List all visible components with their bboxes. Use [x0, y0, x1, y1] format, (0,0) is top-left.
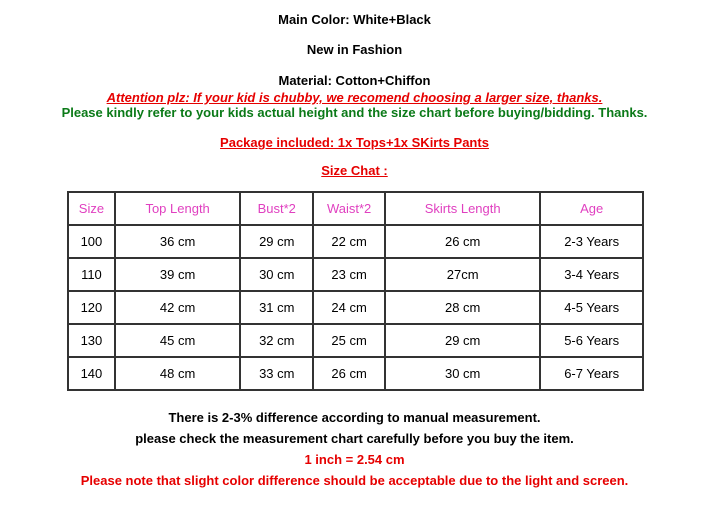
- header-age: Age: [540, 192, 643, 225]
- age-cell: 6-7 Years: [540, 357, 643, 390]
- skirts-length-cell: 27cm: [385, 258, 540, 291]
- attention-note: Attention plz: If your kid is chubby, we recomend choosing a larger size, thanks.: [106, 90, 603, 105]
- top-length-cell: 48 cm: [115, 357, 241, 390]
- header-bust: Bust*2: [240, 192, 313, 225]
- waist-cell: 26 cm: [313, 357, 385, 390]
- skirts-length-cell: 28 cm: [385, 291, 540, 324]
- bust-cell: 32 cm: [240, 324, 313, 357]
- waist-cell: 24 cm: [313, 291, 385, 324]
- age-cell: 4-5 Years: [540, 291, 643, 324]
- bust-cell: 33 cm: [240, 357, 313, 390]
- material-line: Material: Cotton+Chiffon: [278, 73, 431, 88]
- table-row: [68, 357, 643, 390]
- age-cell: 3-4 Years: [540, 258, 643, 291]
- top-length-cell: 36 cm: [115, 225, 241, 258]
- bust-cell: 29 cm: [240, 225, 313, 258]
- size-cell: 100: [68, 225, 115, 258]
- top-length-cell: 39 cm: [115, 258, 241, 291]
- table-row: [68, 225, 643, 258]
- inch-conversion-note: 1 inch = 2.54 cm: [304, 452, 405, 467]
- waist-cell: 25 cm: [313, 324, 385, 357]
- table-row: [68, 324, 643, 357]
- table-header-row: [68, 192, 643, 225]
- size-cell: 130: [68, 324, 115, 357]
- header-size: Size: [68, 192, 115, 225]
- skirts-length-cell: 30 cm: [385, 357, 540, 390]
- size-cell: 140: [68, 357, 115, 390]
- table-row: [68, 258, 643, 291]
- bust-cell: 30 cm: [240, 258, 313, 291]
- age-cell: 5-6 Years: [540, 324, 643, 357]
- package-included-line: Package included: 1x Tops+1x SKirts Pants: [220, 135, 489, 150]
- header-top-length: Top Length: [115, 192, 241, 225]
- waist-cell: 23 cm: [313, 258, 385, 291]
- size-cell: 110: [68, 258, 115, 291]
- size-chat-title: Size Chat :: [321, 163, 388, 178]
- waist-cell: 22 cm: [313, 225, 385, 258]
- header-skirts-length: Skirts Length: [385, 192, 540, 225]
- main-color-line: Main Color: White+Black: [278, 12, 431, 27]
- measurement-difference-note: There is 2-3% difference according to manual measurement.: [168, 410, 541, 425]
- refer-size-note: Please kindly refer to your kids actual height and the size chart before buying/bidding. Thanks.: [61, 105, 648, 120]
- top-length-cell: 45 cm: [115, 324, 241, 357]
- table-row: [68, 291, 643, 324]
- size-chart-table: [67, 191, 644, 391]
- bust-cell: 31 cm: [240, 291, 313, 324]
- header-waist: Waist*2: [313, 192, 385, 225]
- top-length-cell: 42 cm: [115, 291, 241, 324]
- skirts-length-cell: 29 cm: [385, 324, 540, 357]
- color-difference-note: Please note that slight color difference should be acceptable due to the light and screen.: [80, 473, 629, 488]
- size-cell: 120: [68, 291, 115, 324]
- skirts-length-cell: 26 cm: [385, 225, 540, 258]
- new-in-fashion-line: New in Fashion: [306, 42, 403, 57]
- age-cell: 2-3 Years: [540, 225, 643, 258]
- check-chart-note: please check the measurement chart carefully before you buy the item.: [135, 431, 574, 446]
